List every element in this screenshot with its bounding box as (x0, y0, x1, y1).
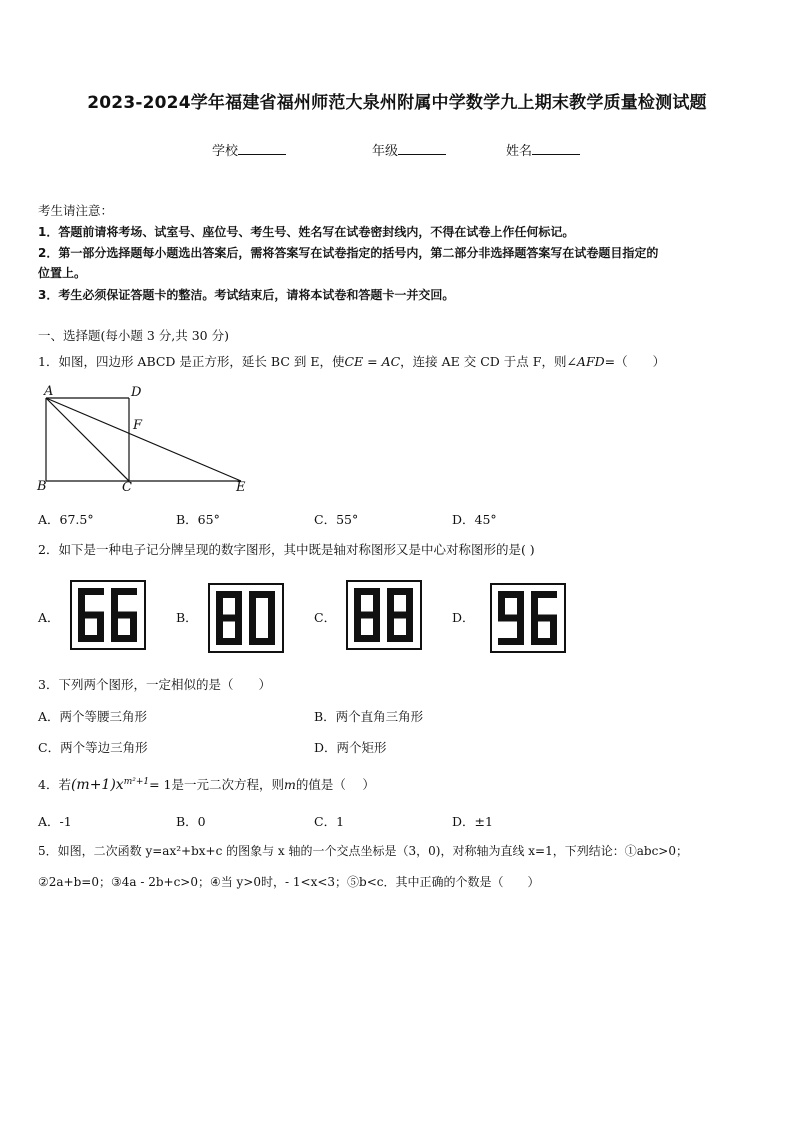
digit-8-segment-b (235, 591, 242, 618)
digit-9-segment-f (498, 591, 505, 618)
digit-6-segment-g (111, 612, 137, 619)
q4-stem-exponent: m²+1 (123, 777, 150, 787)
digit-8-segment-f (354, 588, 361, 615)
label-f: F (133, 418, 143, 433)
q3-option-a[interactable]: A．两个等腰三角形 (38, 709, 148, 724)
digit-9-segment-b (517, 591, 524, 618)
grade-field (372, 140, 446, 159)
digit-display-c (354, 588, 414, 642)
school-label: 学校 (212, 144, 239, 159)
q1-figure (34, 386, 254, 502)
q4-option-b[interactable]: B．0 (176, 814, 206, 829)
q1-stem-math: CE = AC (344, 354, 401, 369)
q4-stem (38, 772, 375, 795)
digit-8-segment-g (387, 612, 413, 619)
q2-option-d-label[interactable]: D． (452, 610, 475, 625)
page-title: 2023-2024学年福建省福州师范大泉州附属中学数学九上期末教学质量检测试题 (87, 93, 707, 113)
name-field (506, 140, 580, 159)
q2-option-a-label[interactable]: A． (38, 610, 60, 625)
digit-0-segment-b (268, 591, 275, 618)
q3-option-b[interactable]: B．两个直角三角形 (314, 709, 424, 724)
digit-display-a (78, 588, 138, 642)
grade-blank[interactable] (398, 142, 446, 155)
q1-option-a[interactable]: A．67.5° (38, 512, 94, 527)
label-c: C (122, 480, 132, 495)
notice-item-2: 2．第一部分选择题每小题选出答案后，需将答案写在试卷指定的括号内，第二部分非选择题答案写在试卷题目指定的 (38, 246, 659, 260)
notice-heading: 考生请注意： (38, 203, 114, 218)
digit-8-segment-e (216, 618, 223, 645)
digit-display-d (498, 591, 558, 645)
q1-option-b[interactable]: B．65° (176, 512, 220, 527)
digit-6-segment-g (78, 612, 104, 619)
digit-8-segment-g (354, 612, 380, 619)
grade-label: 年级 (372, 144, 399, 159)
notice-item-1: 1．答题前请将考场、试室号、座位号、考生号、姓名写在试卷密封线内，不得在试卷上作任何标记。 (38, 225, 575, 239)
label-a: A (44, 384, 54, 399)
digit-8-segment-e (354, 615, 361, 642)
q1-stem-b: ，连接 AE 交 CD 于点 F，则 (400, 354, 567, 369)
digit-6-segment-e (78, 615, 85, 642)
digit-6-segment-e (531, 618, 538, 645)
q5-line-1: 5．如图，二次函数 y=ax²+bx+c 的图象与 x 轴的一个交点坐标是（3，0)，对称轴为直线 x=1，下列结论：①abc>0； (38, 844, 688, 858)
label-d: D (131, 385, 142, 400)
segment-ae (46, 398, 241, 481)
q2-option-b-display[interactable] (208, 583, 284, 653)
name-label: 姓名 (506, 144, 533, 159)
name-blank[interactable] (532, 142, 580, 155)
square-figure-svg (34, 386, 254, 498)
q4-stem-a: 4．若 (38, 777, 71, 793)
q2-option-c-display[interactable] (346, 580, 422, 650)
q2-option-b-label[interactable]: B． (176, 610, 198, 625)
q3-option-c[interactable]: C．两个等边三角形 (38, 740, 148, 755)
digit-6-segment-f (531, 591, 538, 618)
notice-item-3: 3．考生必须保证答题卡的整洁。考试结束后，请将本试卷和答题卡一并交回。 (38, 288, 455, 302)
q1-stem-c: =（ ） (604, 354, 666, 369)
digit-8-segment-f (216, 591, 223, 618)
digit-8-segment-f (387, 588, 394, 615)
q1-stem-a: 1．如图，四边形 ABCD 是正方形，延长 BC 到 E，使 (38, 354, 345, 369)
q4-option-d[interactable]: D．±1 (452, 814, 493, 829)
segment-ac (46, 398, 129, 481)
label-e: E (236, 480, 246, 495)
q5-line-2: ②2a+b=0；③4a - 2b+c>0；④当 y>0时，- 1<x<3；⑤b<c．其中正确的个数是（ ） (38, 875, 540, 889)
digit-6-segment-g (531, 615, 557, 622)
notice-item-2-cont: 位置上。 (38, 266, 87, 280)
q4-stem-eq: = 1 (149, 777, 172, 793)
digit-8-segment-g (216, 615, 242, 622)
q4-option-c[interactable]: C．1 (314, 814, 345, 829)
digit-6-segment-f (111, 588, 118, 615)
q1-option-d[interactable]: D．45° (452, 512, 497, 527)
digit-6-segment-e (111, 615, 118, 642)
q3-stem: 3．下列两个图形，一定相似的是（ ） (38, 677, 271, 692)
digit-8-segment-e (387, 615, 394, 642)
q4-stem-m: m (284, 777, 296, 793)
q4-option-a[interactable]: A．-1 (38, 814, 72, 829)
label-b: B (37, 479, 47, 494)
q2-option-d-display[interactable] (490, 583, 566, 653)
q1-stem-angle: ∠AFD (566, 354, 605, 369)
q4-stem-c: 的值是（ ） (295, 777, 375, 793)
school-field (212, 140, 286, 159)
digit-6-segment-f (78, 588, 85, 615)
section-heading: 一、选择题(每小题 3 分,共 30 分) (38, 328, 229, 343)
q1-option-c[interactable]: C．55° (314, 512, 359, 527)
q2-option-c-label[interactable]: C． (314, 610, 337, 625)
digit-0-segment-e (249, 618, 256, 645)
q3-option-d[interactable]: D．两个矩形 (314, 740, 387, 755)
q2-stem: 2．如下是一种电子记分牌呈现的数字图形，其中既是轴对称图形又是中心对称图形的是( ) (38, 542, 535, 557)
q4-stem-math: (m+1)x (70, 777, 124, 794)
digit-display-b (216, 591, 276, 645)
digit-9-segment-d (498, 638, 524, 645)
digit-8-segment-b (373, 588, 380, 615)
q1-stem (38, 352, 665, 372)
q2-option-a-display[interactable] (70, 580, 146, 650)
digit-8-segment-b (406, 588, 413, 615)
digit-9-segment-g (498, 615, 524, 622)
digit-0-segment-f (249, 591, 256, 618)
school-blank[interactable] (238, 142, 286, 155)
q4-stem-b: 是一元二次方程，则 (171, 777, 285, 793)
